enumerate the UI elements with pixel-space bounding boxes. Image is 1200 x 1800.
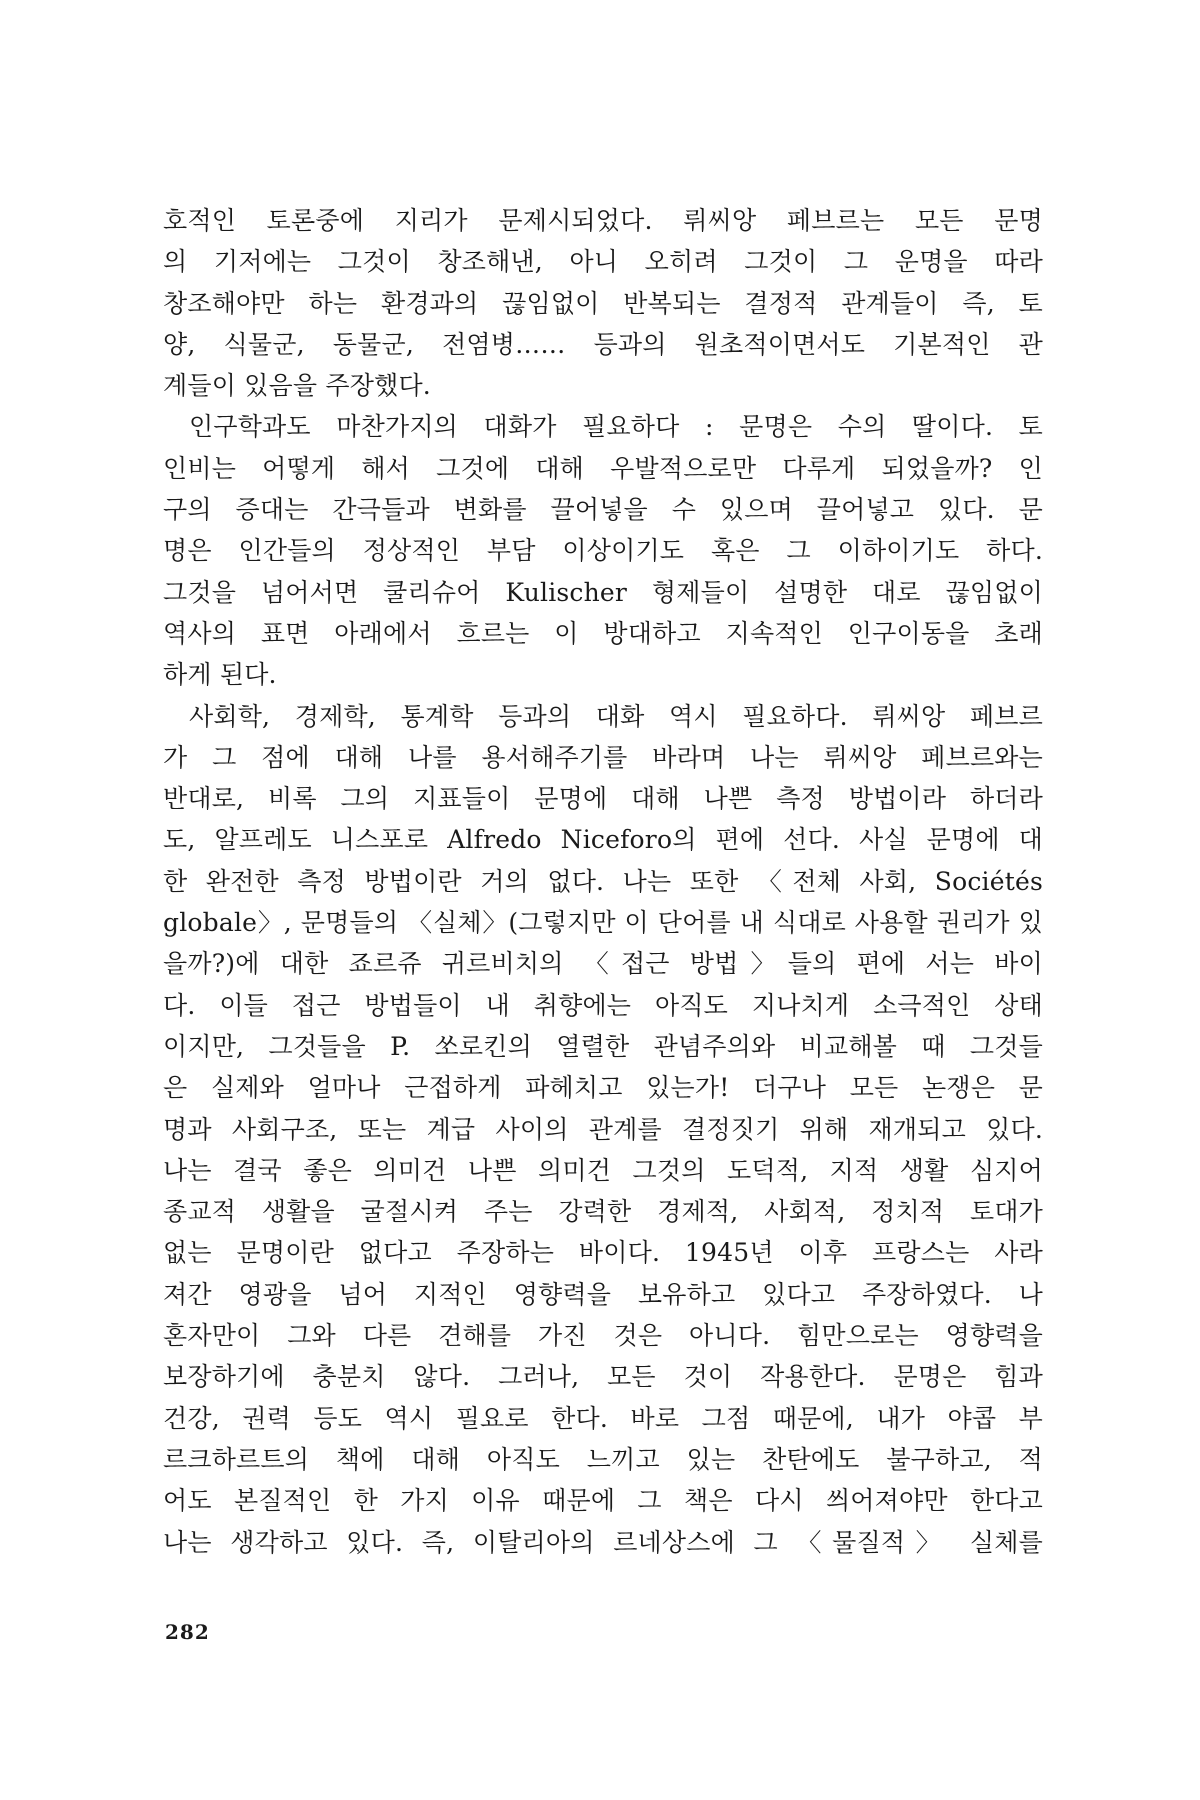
text-line: 르크하르트의 책에 대해 아직도 느끼고 있는 찬탄에도 불구하고, 적 [163,1444,1043,1474]
text-line: 역사의 표면 아래에서 흐르는 이 방대하고 지속적인 인구이동을 초래 [163,618,1043,648]
text-line: 한 완전한 측정 방법이란 거의 없다. 나는 또한 〈전체 사회, Sociétés [163,866,1043,896]
text-line: 나는 결국 좋은 의미건 나쁜 의미건 그것의 도덕적, 지적 생활 심지어 [163,1155,1043,1185]
text-line: 의 기저에는 그것이 창조해낸, 아니 오히려 그것이 그 운명을 따라 [163,247,1043,277]
text-line: 그것을 넘어서면 쿨리슈어 Kulischer 형제들이 설명한 대로 끊임없이 [163,577,1043,607]
text-line: 양, 식물군, 동물군, 전염병…… 등과의 원초적이면서도 기본적인 관 [163,329,1043,359]
text-line: 창조해야만 하는 환경과의 끊임없이 반복되는 결정적 관계들이 즉, 토 [163,288,1043,318]
text-line: 나는 생각하고 있다. 즉, 이탈리아의 르네상스에 그 〈물질적〉 실체를 [163,1527,1043,1557]
text-line: 없는 문명이란 없다고 주장하는 바이다. 1945년 이후 프랑스는 사라 [163,1238,1043,1268]
text-line: 반대로, 비록 그의 지표들이 문명에 대해 나쁜 측정 방법이라 하더라 [163,784,1043,814]
text-line: 혼자만이 그와 다른 견해를 가진 것은 아니다. 힘만으로는 영향력을 [163,1321,1043,1351]
paragraph-sociology [163,696,1043,1563]
text-line: 어도 본질적인 한 가지 이유 때문에 그 책은 다시 씌어져야만 한다고 [163,1486,1043,1516]
text-line: 도, 알프레도 니스포로 Alfredo Niceforo의 편에 선다. 사실 문명에 대 [163,825,1043,855]
text-line: 은 실제와 얼마나 근접하게 파헤치고 있는가! 더구나 모든 논쟁은 문 [163,1073,1043,1103]
text-line: 사회학, 경제학, 통계학 등과의 대화 역시 필요하다. 뤼씨앙 페브르 [189,701,1043,731]
text-line: 인구학과도 마찬가지의 대화가 필요하다 : 문명은 수의 딸이다. 토 [189,412,1043,442]
text-line: 을까?)에 대한 죠르쥬 귀르비치의 〈접근 방법〉들의 편에 서는 바이 [163,949,1043,979]
text-line: 보장하기에 충분치 않다. 그러나, 모든 것이 작용한다. 문명은 힘과 [163,1362,1043,1392]
text-line: 명과 사회구조, 또는 계급 사이의 관계를 결정짓기 위해 재개되고 있다. [163,1114,1043,1144]
text-line: 종교적 생활을 굴절시켜 주는 강력한 경제적, 사회적, 정치적 토대가 [163,1197,1043,1227]
text-line: 구의 증대는 간극들과 변화를 끌어넣을 수 있으며 끌어넣고 있다. 문 [163,495,1043,525]
text-line: 가 그 점에 대해 나를 용서해주기를 바라며 나는 뤼씨앙 페브르와는 [163,742,1043,772]
text-line: 호적인 토론중에 지리가 문제시되었다. 뤼씨앙 페브르는 모든 문명 [163,206,1043,235]
text-line: 져간 영광을 넘어 지적인 영향력을 보유하고 있다고 주장하였다. 나 [163,1279,1043,1309]
text-line: 인비는 어떻게 해서 그것에 대해 우발적으로만 다루게 되었을까? 인 [163,453,1043,483]
text-line: 명은 인간들의 정상적인 부담 이상이기도 혹은 그 이하이기도 하다. [163,536,1043,566]
text-line: 하게 된다. [163,660,277,690]
paragraph-demography [163,406,1043,695]
text-line: 계들이 있음을 주장했다. [163,371,431,401]
paragraph-geography [163,200,1043,406]
page-number: 282 [165,1620,210,1644]
text-line: 다. 이들 접근 방법들이 내 취향에는 아직도 지나치게 소극적인 상태 [163,990,1043,1020]
body-text [163,200,1043,1563]
text-line: 건강, 권력 등도 역시 필요로 한다. 바로 그점 때문에, 내가 야콥 부 [163,1403,1043,1433]
text-line: globale〉, 문명들의 〈실체〉(그렇지만 이 단어를 내 식대로 사용할 권리가 있 [163,908,1043,938]
text-line: 이지만, 그것들을 P. 쏘로킨의 열렬한 관념주의와 비교해볼 때 그것들 [163,1031,1043,1061]
